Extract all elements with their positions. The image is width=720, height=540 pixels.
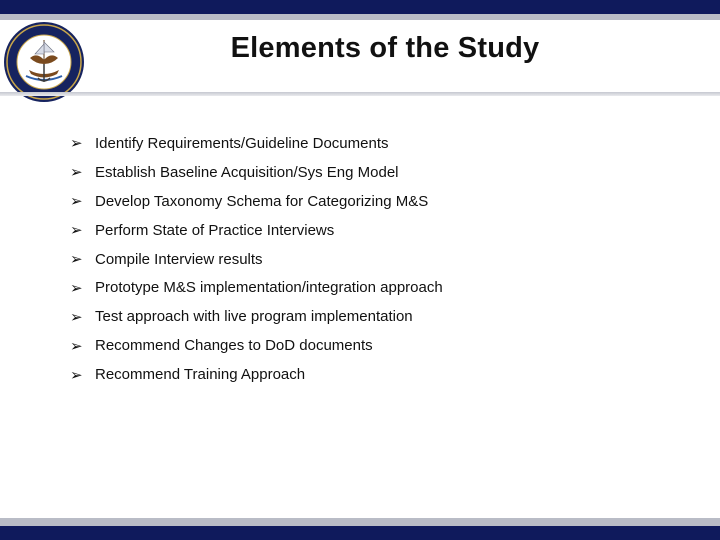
arrow-bullet-icon: ➢ [70, 307, 83, 326]
bullet-text: Test approach with live program implementation [95, 308, 413, 326]
top-banner-bar [0, 0, 720, 14]
bullet-text: Perform State of Practice Interviews [95, 221, 335, 239]
list-item [70, 302, 443, 331]
bullet-list [70, 129, 443, 389]
arrow-bullet-icon: ➢ [70, 134, 83, 153]
arrow-bullet-icon: ➢ [70, 221, 83, 240]
bullet-text: Compile Interview results [95, 250, 263, 268]
slide-title: Elements of the Study [230, 32, 540, 64]
arrow-bullet-icon: ➢ [70, 336, 83, 355]
bullet-text: Prototype M&S implementation/integration approach [95, 279, 443, 297]
list-item [70, 331, 443, 360]
arrow-bullet-icon: ➢ [70, 365, 83, 384]
bullet-text: Recommend Changes to DoD documents [95, 337, 373, 355]
bullet-text: Develop Taxonomy Schema for Categorizing M&S [95, 192, 429, 210]
bullet-text: Establish Baseline Acquisition/Sys Eng Model [95, 163, 399, 181]
arrow-bullet-icon: ➢ [70, 163, 83, 182]
bottom-banner-bar [0, 526, 720, 540]
list-item [70, 360, 443, 389]
top-banner-stripe [0, 14, 720, 20]
arrow-bullet-icon: ➢ [70, 250, 83, 268]
list-item [70, 216, 443, 245]
arrow-bullet-icon: ➢ [70, 278, 83, 297]
bullet-text: Recommend Training Approach [95, 366, 306, 384]
list-item [70, 245, 443, 274]
list-item [70, 187, 443, 216]
arrow-bullet-icon: ➢ [70, 192, 83, 211]
list-item [70, 158, 443, 187]
title-divider [0, 92, 720, 96]
bottom-banner-stripe [0, 518, 720, 526]
list-item [70, 273, 443, 302]
bullet-text: Identify Requirements/Guideline Documents [95, 134, 389, 152]
list-item [70, 129, 443, 158]
